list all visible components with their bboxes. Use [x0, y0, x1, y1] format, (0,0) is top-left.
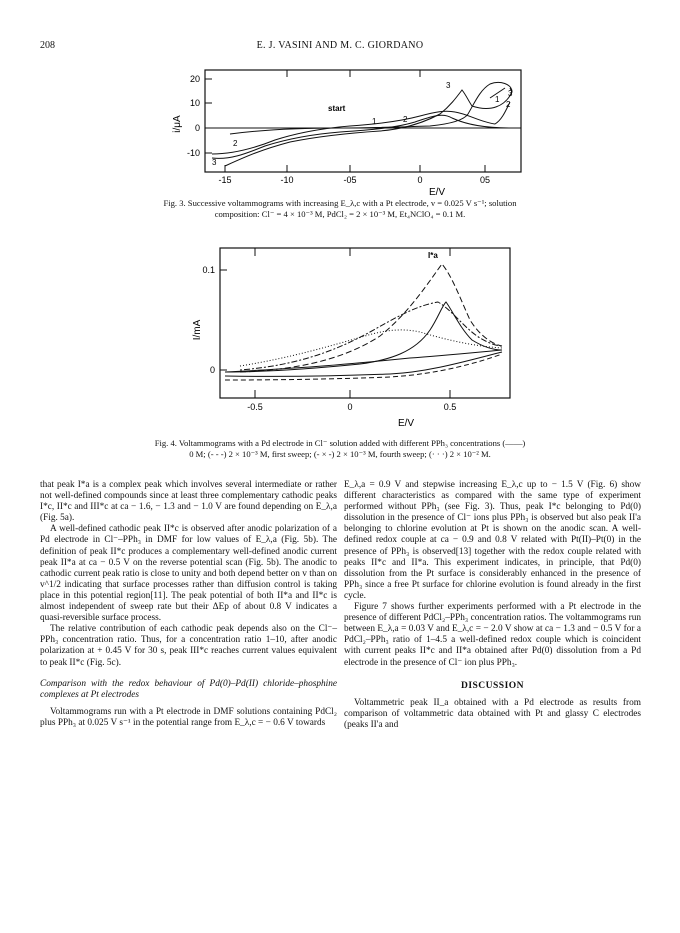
fig3-ytick: 20: [189, 74, 200, 84]
right-column: [344, 480, 641, 731]
fig3-ylabel: i/μA: [172, 115, 183, 133]
fig3-ytick: 0: [194, 123, 200, 133]
running-header: E. J. VASINI AND M. C. GIORDANO: [256, 40, 424, 51]
fig3-annotation: 3: [508, 89, 513, 98]
fig4-xlabel: E/V: [397, 418, 415, 429]
body-paragraph: A well-defined cathodic peak II*c is observed after anodic polarization of a Pd electrode in Cl⁻–PPh₃ in DMF for low values of E_λ,a (Fig. 5b). The definition of peak II*c produces a complementary well-defined anodic current peak II*a at ca − 0.5 V on the reverse potential scan (Fig. 5b). The anodic to cathodic current peak ratio is close to unity and both depend better on v than on v^1/2 indicating that surface processes rather than diffusion control is taking place in this potential region[11]. The peak potential of both II*a and II*c is almost independent of sweep rate but their ΔEp of about 0.8 V indicates a quasi-reversible surface process.: [40, 524, 337, 624]
fig4-ytick: 0.1: [202, 265, 215, 275]
page-number: 208: [40, 40, 55, 51]
fig3-xlabel: E/V: [428, 187, 446, 197]
fig4-curve-lower: [225, 352, 502, 376]
fig3-annotation: 2: [233, 139, 238, 148]
fig4-curve-dashed-first: [240, 264, 502, 372]
fig3-curve-1: [225, 88, 512, 166]
fig4-curve-solid-0M: [225, 302, 502, 372]
figure-4: [180, 240, 520, 435]
fig3-annotation: 1: [495, 95, 500, 104]
fig3-annotation: 1: [372, 117, 377, 126]
fig4-caption-line: Fig. 4. Voltammograms with a Pd electrode in Cl⁻ solution added with different PPh₃ concentrations (——): [154, 438, 526, 448]
fig4-xtick: -0.5: [247, 402, 263, 412]
figure-4-caption: [60, 438, 620, 459]
body-paragraph: The relative contribution of each cathodic peak depends also on the Cl⁻–PPh₃ concentration ratio. Thus, for a concentration ratio 1–10, after anodic polarization at + 0.45 V for 30 s, peak III*c reaches current values equivalent to peak II*c (Fig. 5c).: [40, 624, 337, 668]
figure-3: [150, 62, 540, 197]
fig3-caption-line: Fig. 3. Successive voltammograms with increasing E_λ,c with a Pt electrode, v = 0.025 V s⁻¹; solution: [163, 198, 517, 208]
fig4-curve-dotted: [240, 330, 502, 366]
fig4-ylabel: I/mA: [192, 319, 203, 341]
fig3-curve-3: [212, 115, 510, 158]
fig3-xtick: -15: [218, 175, 232, 185]
fig3-annotation: 3: [212, 158, 217, 167]
body-paragraph: that peak I*a is a complex peak which involves several intermediate or rather not well-defined compounds since at least three complementary cathodic peaks I*c, II*c and III*c at ca − 1.6, − 1.3 and − 1.0 V are found depending on E_λ,a (Fig. 5a).: [40, 480, 337, 524]
section-heading: Comparison with the redox behaviour of Pd(0)–Pd(II) chloride–phosphine complexes at Pt electrodes: [40, 678, 337, 700]
fig4-curve-cross-fourth: [240, 302, 502, 370]
fig3-xtick: 05: [479, 175, 491, 185]
fig3-xtick: -05: [343, 175, 357, 185]
fig3-frame: [205, 70, 521, 172]
fig3-xtick: -10: [280, 175, 294, 185]
fig4-curve-solid-return: [225, 350, 502, 372]
figure-3-caption: [60, 198, 620, 219]
left-column: [40, 480, 337, 729]
fig3-curve-return: [230, 82, 512, 134]
fig3-annotation: 2: [403, 115, 408, 124]
fig3-xtick: 0: [417, 175, 423, 185]
body-paragraph: Voltammetric peak II_a obtained with a Pd electrode as results from comparison of voltammetric data obtained with Pt and glassy C electrodes (peaks II'a and: [344, 697, 641, 730]
fig3-annotation: 3: [446, 81, 451, 90]
fig4-caption-line: 0 M; (- - -) 2 × 10⁻³ M, first sweep; (- × -) 2 × 10⁻³ M, fourth sweep; (· · ·) 2 × 10⁻² M.: [189, 448, 491, 459]
fig4-ytick: 0: [209, 365, 215, 375]
fig3-annotation: 2: [506, 100, 511, 109]
section-heading: DISCUSSION: [460, 680, 525, 691]
body-paragraph: Voltammograms run with a Pt electrode in DMF solutions containing PdCl₂ plus PPh₃ at 0.025 V s⁻¹ in the potential range from E_λ,c = − 0.6 V towards: [40, 706, 337, 728]
fig3-annotation: start: [328, 104, 346, 113]
fig3-ytick: 10: [189, 98, 200, 108]
fig4-xtick: 0: [347, 402, 353, 412]
fig4-frame: [220, 248, 510, 398]
body-paragraph: E_λ,a = 0.9 V and stepwise increasing E_λ,c up to − 1.5 V (Fig. 6) show different characteristics as compared with the same type of experiment performed without PPh₃ (see Fig. 3). Thus, peak I*c belonging to Pd(0) dissolution in the presence of Cl⁻ ions plus PPh₃ is observed but also peak II'a belonging to chlorine evolution at Pt is shown on the anodic scan. A well-defined redox couple at ca − 0.9 and 0.8 V related with Pt(II)–Pt(0) in the presence of PPh₃ is observed[13] together with the redox couple related with peaks II*c and II*a. This experiment indicates, in principle, that Pd(0) dissolution from the Pt surface is considerably enhanced in the presence of PPh₃ since a free Pt surface for chlorine evolution is found already in the first cycle.: [344, 480, 641, 601]
fig4-xtick: 0.5: [443, 402, 457, 412]
fig3-ytick: -10: [186, 148, 200, 158]
body-paragraph: Figure 7 shows further experiments performed with a Pt electrode in the presence of different PdCl₂–PPh₃ concentration ratios. The voltammograms run between E_λ,a = 0.03 V and E_λ,c = − 2.0 V show at ca − 1.3 and − 0.5 V for a PdCl₂–PPh₃ ratio of 1–4.5 a well-defined redox couple which is coincident with current peaks II*c and II*a obtained after Pd(0) dissolution from a Pd electrode in the presence of Cl⁻ ion plus PPh₃.: [344, 602, 641, 668]
fig4-annotation: I*a: [428, 251, 438, 260]
fig3-caption-line: composition: Cl⁻ = 4 × 10⁻³ M, PdCl₂ = 2 × 10⁻³ M, Et₄NClO₄ = 0.1 M.: [214, 208, 466, 219]
